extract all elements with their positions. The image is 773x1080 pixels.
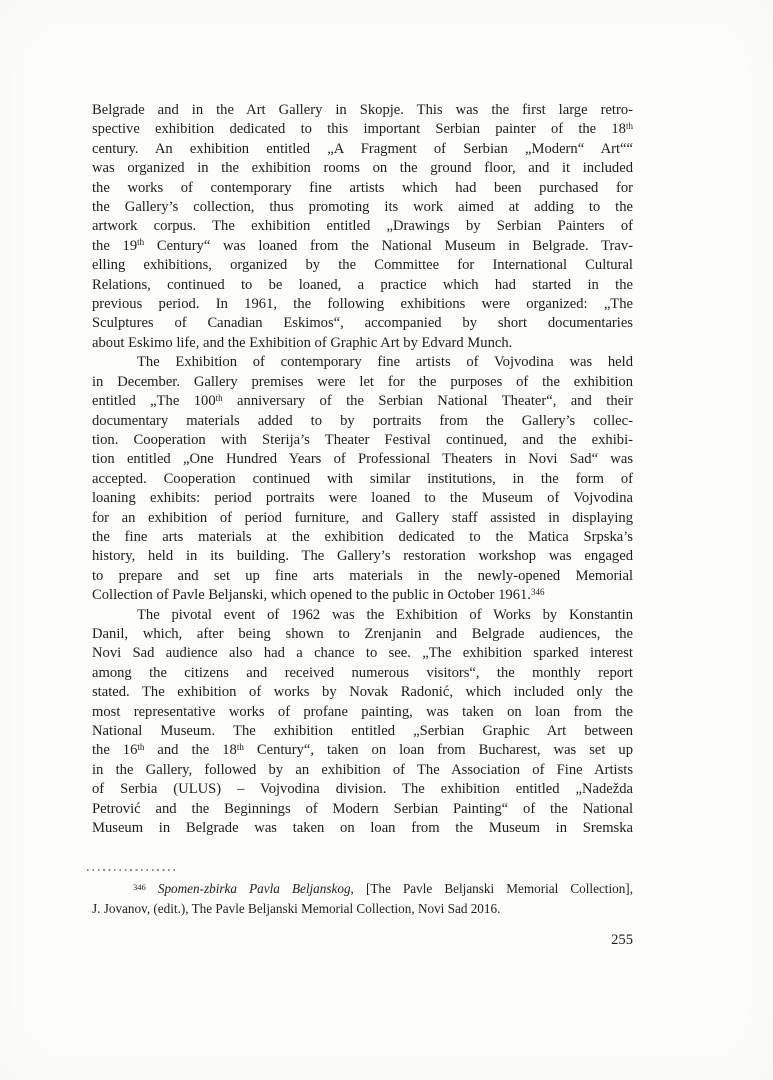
text-line (92, 295, 633, 314)
text-line (92, 217, 633, 236)
text-segment: was organized in the exhibition rooms on the ground floor, and it included (92, 160, 633, 177)
text-segment: artwork corpus. The exhibition entitled „Drawings by Serbian Painters of (92, 218, 633, 235)
text-segment: previous period. In 1961, the following exhibitions were organized: „The (92, 296, 633, 313)
text-line (92, 722, 633, 741)
text-line (92, 392, 633, 411)
text-segment: elling exhibitions, organized by the Committee for International Cultural (92, 257, 633, 274)
text-segment: The pivotal event of 1962 was the Exhibition of Works by Konstantin (137, 606, 633, 623)
text-segment: anniversary of the Serbian National Theater“, and their (222, 393, 634, 410)
text-line (92, 509, 633, 528)
text-segment: Museum in Belgrade was taken on loan from the Museum in Sremska (92, 820, 633, 837)
text-segment: loaning exhibits: period portraits were loaned to the Museum of Vojvodina (92, 490, 633, 507)
text-segment: Danil, which, after being shown to Zrenjanin and Belgrade audiences, the (92, 625, 633, 642)
text-segment: accepted. Cooperation continued with similar institutions, in the form of (92, 470, 633, 487)
text-line (92, 179, 633, 198)
text-line (92, 899, 633, 919)
text-line (92, 373, 633, 392)
text-segment: most representative works of profane painting, was taken on loan from the (92, 703, 633, 720)
text-line (92, 879, 633, 899)
text-segment: Collection of Pavle Beljanski, which opened to the public in October 1961. (92, 587, 531, 604)
text-segment (146, 881, 158, 896)
text-line (92, 800, 633, 819)
text-line (92, 314, 633, 333)
text-segment: tion entitled „One Hundred Years of Professional Theaters in Novi Sad“ was (92, 451, 633, 468)
superscript: th (625, 120, 633, 131)
text-line (92, 819, 633, 838)
text-segment: the fine arts materials at the exhibition dedicated to the Matica Srpska’s (92, 528, 633, 545)
text-segment: the 19 (92, 237, 138, 254)
superscript: th (137, 741, 145, 752)
superscript: th (215, 392, 223, 403)
italic-text: Spomen-zbirka Pavla Beljanskog (157, 881, 351, 896)
text-segment: and the 18 (144, 742, 237, 759)
text-segment: in the Gallery, followed by an exhibition of The Association of Fine Artists (92, 761, 633, 778)
text-segment: documentary materials added to by portraits from the Gallery’s collec- (92, 412, 633, 429)
text-line (92, 450, 633, 469)
page-number: 255 (611, 932, 633, 948)
text-line (92, 586, 633, 605)
text-segment: history, held in its building. The Gallery’s restoration workshop was engaged (92, 548, 633, 565)
text-segment: of Serbia (ULUS) – Vojvodina division. The exhibition entitled „Nadežda (92, 781, 633, 798)
text-segment: National Museum. The exhibition entitled „Serbian Graphic Art between (92, 723, 633, 739)
superscript: 346 (133, 881, 146, 892)
text-line (92, 431, 633, 450)
text-segment: Century“, taken on loan from Bucharest, was set up (243, 742, 633, 759)
text-line (92, 412, 633, 431)
text-line (92, 334, 633, 353)
footnote (92, 879, 633, 919)
text-segment: Belgrade and in the Art Gallery in Skopje. This was the first large retro- (92, 102, 633, 118)
text-segment: century. An exhibition entitled „A Fragment of Serbian „Modern“ Art““ (92, 140, 633, 157)
body-paragraphs (92, 101, 633, 838)
text-segment: among the citizens and received numerous visitors“, the monthly report (92, 664, 633, 681)
text-line (92, 489, 633, 508)
footnote-area (92, 869, 633, 919)
body-text-block (92, 101, 633, 838)
text-line (92, 703, 633, 722)
text-line (92, 606, 633, 625)
text-segment: the works of contemporary fine artists which had been purchased for (92, 179, 633, 196)
text-segment: Petrović and the Beginnings of Modern Serbian Painting“ of the National (92, 800, 633, 817)
superscript: th (236, 741, 244, 752)
text-segment: the 16 (92, 742, 138, 759)
text-line (92, 159, 633, 178)
text-line (92, 237, 633, 256)
text-line (92, 120, 633, 139)
text-segment: The Exhibition of contemporary fine artists of Vojvodina was held (137, 354, 633, 371)
text-line (92, 198, 633, 217)
superscript: th (137, 237, 145, 248)
text-segment: , [The Pavle Beljanski Memorial Collection], (350, 881, 633, 896)
text-segment: to prepare and set up fine arts materials in the newly-opened Memorial (92, 567, 633, 584)
text-line (92, 741, 633, 760)
text-line (92, 761, 633, 780)
text-segment: Century“ was loaned from the National Museum in Belgrade. Trav- (144, 237, 634, 254)
text-line (92, 140, 633, 159)
footnote-separator-dots (87, 869, 177, 871)
text-segment: for an exhibition of period furniture, and Gallery staff assisted in displaying (92, 509, 633, 526)
text-segment: in December. Gallery premises were let for the purposes of the exhibition (92, 373, 633, 390)
text-line (92, 644, 633, 663)
text-line (92, 276, 633, 295)
text-line (92, 567, 633, 586)
text-segment: J. Jovanov, (edit.), The Pavle Beljanski Memorial Collection, Novi Sad 2016. (92, 901, 501, 916)
text-line (92, 547, 633, 566)
text-line (92, 625, 633, 644)
text-segment: Relations, continued to be loaned, a practice which had started in the (92, 276, 633, 293)
text-segment: tion. Cooperation with Sterija’s Theater Festival continued, and the exhibi- (92, 431, 633, 448)
text-line (92, 528, 633, 547)
text-segment: entitled „The 100 (92, 393, 216, 410)
text-segment: about Eskimo life, and the Exhibition of Graphic Art by Edvard Munch. (92, 334, 513, 351)
text-segment: stated. The exhibition of works by Novak Radonić, which included only the (92, 684, 633, 701)
text-line (92, 780, 633, 799)
text-line (92, 353, 633, 372)
text-segment: Sculptures of Canadian Eskimos“, accompanied by short documentaries (92, 315, 633, 332)
text-line (92, 683, 633, 702)
text-segment: the Gallery’s collection, thus promoting its work aimed at adding to the (92, 199, 633, 216)
text-segment: spective exhibition dedicated to this important Serbian painter of the 18 (92, 121, 626, 138)
text-segment: Novi Sad audience also had a chance to see. „The exhibition sparked interest (92, 645, 633, 662)
text-line (92, 256, 633, 275)
text-line (92, 101, 633, 120)
superscript: 346 (530, 586, 545, 597)
text-line (92, 470, 633, 489)
text-line (92, 664, 633, 683)
